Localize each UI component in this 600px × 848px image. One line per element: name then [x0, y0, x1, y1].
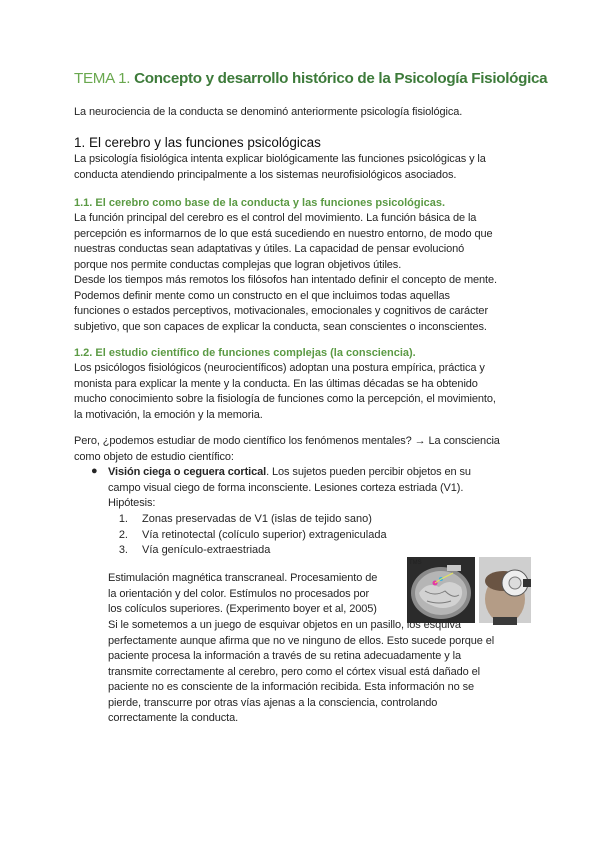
section-1-1-paragraph — [74, 211, 534, 335]
text-line: paciente procesa la información a través de su retina adecuadamente y la — [108, 650, 461, 662]
section-1-paragraph — [74, 152, 534, 183]
list-item: 2. Vía retinotectal (colículo superior) extrageniculada — [118, 528, 387, 541]
text-line: Estimulación magnética transcraneal. Procesamiento de — [108, 572, 378, 584]
text-line: la orientación y del color. Estímulos no procesados por — [108, 587, 370, 600]
hypotheses-list — [108, 512, 408, 559]
text-line: correctamente la conducta. — [108, 712, 239, 724]
tms-figure-label: TMS — [409, 560, 422, 566]
section-1-2-heading: 1.2. El estudio científico de funciones complejas (la consciencia). — [74, 347, 416, 359]
section-1-1-heading: 1.1. El cerebro como base de la conducta y las funciones psicológicas. — [74, 197, 446, 209]
text-line: transmite correctamente al cerebro, pero como el córtex visual está dañado el — [108, 665, 480, 678]
text-line: Si le sometemos a un juego de esquivar objetos en un pasillo, los esquiva — [108, 619, 461, 631]
text-line: conducta atendiendo principalmente a los sistemas neurofisiológicos asociados. — [74, 168, 457, 181]
question-paragraph — [74, 434, 534, 465]
list-item: 3. Vía genículo-extraestriada — [118, 544, 271, 556]
text-line: campo visual ciego de forma inconsciente. Lesiones corteza estriada (V1). — [108, 481, 464, 494]
text-line: mucho conocimiento sobre la fisiología de funciones como la percepción, el movimiento, — [74, 393, 496, 405]
bullet-first-line-rest: . Los sujetos pueden percibir objetos en su — [266, 466, 471, 478]
text-line — [108, 465, 538, 481]
text-line: nuestras conductas sean adaptativas y útiles. La capacidad de pensar evolucionó — [74, 243, 465, 255]
text-line: percepción es informarnos de lo que está sucediendo en nuestro entorno, de modo que — [74, 227, 493, 240]
text-line: La psicología fisiológica intenta explicar biológicamente las funciones psicológicas y la — [74, 153, 486, 165]
bullet-paragraph — [108, 465, 538, 512]
text-line: como objeto de estudio científico: — [74, 450, 234, 463]
text-line: Los psicólogos fisiológicos (neurocientíficos) adoptan una postura empírica, práctica y — [74, 362, 485, 374]
bullet-marker: ● — [91, 465, 98, 477]
bullet-bold-term: Visión ciega o ceguera cortical — [108, 466, 267, 478]
final-paragraph — [108, 618, 548, 727]
intro-paragraph: La neurociencia de la conducta se denominó anteriormente psicología fisiológica. — [74, 106, 463, 118]
section-1-2-paragraph — [74, 361, 534, 423]
text-line: la motivación, la emoción y la memoria. — [74, 408, 263, 421]
title-tema: TEMA 1. — [74, 70, 131, 87]
tms-figure — [405, 553, 533, 625]
list-item: 1. Zonas preservadas de V1 (islas de tejido sano) — [118, 513, 372, 525]
text-line: monista para explicar la mente y la conducta. En las últimas décadas se ha obtenido — [74, 377, 478, 390]
text-line: La función principal del cerebro es el control del movimiento. La función básica de la — [74, 212, 477, 224]
section-1-heading: 1. El cerebro y las funciones psicológicas — [74, 135, 321, 150]
text-line: los colículos superiores. (Experimento boyer et al, 2005) — [108, 603, 377, 615]
text-line: porque nos permite conductas complejas que logran objetivos útiles. — [74, 258, 402, 271]
page-title — [74, 70, 547, 87]
tms-paragraph — [108, 571, 408, 618]
text-line: Pero, ¿podemos estudiar de modo científico los fenómenos mentales? → La consciencia — [74, 435, 500, 447]
title-main: Concepto y desarrollo histórico de la Psicología Fisiológica — [134, 70, 548, 87]
text-line: funciones o estados perceptivos, motivacionales, emocionales y cognitivos de carácter — [74, 305, 489, 317]
text-line: Hipótesis: — [108, 497, 156, 509]
text-line: Desde los tiempos más remotos los filósofos han intentado definir el concepto de mente. — [74, 274, 497, 286]
text-line: perfectamente aunque afirma que no ve ninguno de ellos. Esto sucede porque el — [108, 634, 495, 647]
text-line: pierde, transcurre por otras vías ajenas a la consciencia, controlando — [108, 696, 438, 709]
text-line: Podemos definir mente como un constructo en el que incluimos todas aquellas — [74, 289, 450, 302]
text-line: subjetivo, que son capaces de explicar la conducta, sean conscientes o inconscientes. — [74, 320, 487, 333]
text-line: paciente no es consciente de la información recibida. Esta información no se — [108, 681, 475, 693]
